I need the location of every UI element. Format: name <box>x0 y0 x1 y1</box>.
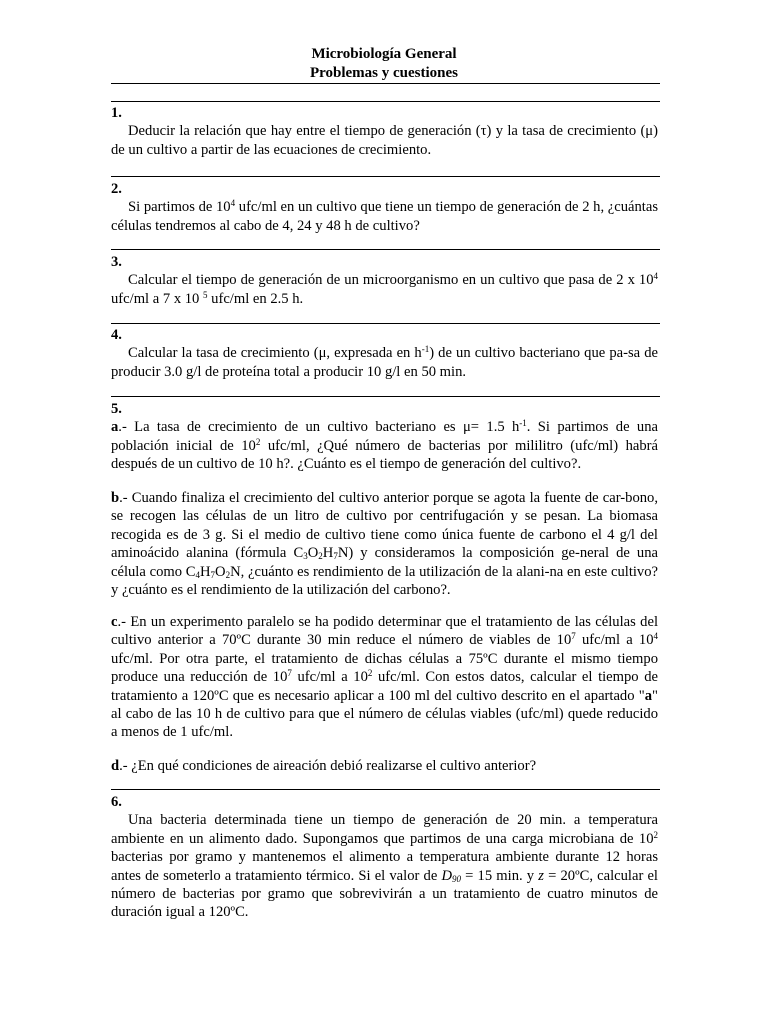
problem-3-text: Calcular el tiempo de generación de un microorganismo en un cultivo que pasa de 2 x $10^4$ ufc/ml a 7 x 10 $^5$ ufc/ml en 2.5 h. <box>111 271 658 307</box>
document-title: Microbiología General <box>311 46 457 62</box>
problem-6-divider <box>111 789 660 790</box>
problem-2 <box>111 180 658 235</box>
problem-4-text: Calcular la tasa de crecimiento (μ, expresada en $h^{-1}$) de un cultivo bacteriano que pa-sa de producir 3.0 g/l de proteína total a producir 10 g/l en 50 min. <box>111 344 658 380</box>
document-header <box>0 45 768 83</box>
problem-3-number: 3. <box>111 254 122 270</box>
problem-5-divider <box>111 396 660 397</box>
problem-5b <box>111 489 658 599</box>
problem-2-divider <box>111 176 660 177</box>
problem-3-divider <box>111 249 660 250</box>
problem-2-text: Si partimos de $10^4$ ufc/ml en un cultivo que tiene un tiempo de generación de 2 h, ¿cuántas células tendremos al cabo de 4, 24 y 48 h de cultivo? <box>111 198 658 234</box>
problem-5c <box>111 613 658 742</box>
problem-5c-text: c.- En un experimento paralelo se ha podido determinar que el tratamiento de las células del cultivo anterior a 70ºC durante 30 min reduce el número de viables de $10^7$ ufc/ml a $10^4$ ufc/ml. Por otra parte, el tratamiento de dichas células a 75ºC durante el mismo tiempo produce una reducción de $10^7$ ufc/ml a $10^2$ ufc/ml. Con estos datos, calcular el tiempo de tratamiento a 120ºC que es necesario aplicar a 100 ml del cultivo descrito en el apartado "a" al cabo de las 10 h de cultivo para que el número de células viables (ufc/ml) quede reducido a menos de 1 ufc/ml. <box>111 614 658 741</box>
problem-4 <box>111 326 658 381</box>
problem-1-divider <box>111 101 660 102</box>
problem-5d-text: d.- ¿En qué condiciones de aireación debió realizarse el cultivo anterior? <box>111 758 537 774</box>
problem-5a-text: a.- La tasa de crecimiento de un cultivo bacteriano es μ= 1.5 $h^{-1}$. Si partimos de una población inicial de $10^2$ ufc/ml, ¿Qué número de bacterias por mililitro (ufc/ml) habrá después de un cultivo de 10 h?. ¿Cuánto es el tiempo de generación del cultivo?. <box>111 418 658 473</box>
problem-5d <box>111 757 658 775</box>
problem-3 <box>111 253 658 308</box>
problem-4-number: 4. <box>111 327 122 343</box>
problem-5b-text: b.- Cuando finaliza el crecimiento del cultivo anterior porque se agota la fuente de car-bono, se recogen las células de un litro de cultivo por centrifugación y se pesan. La biomasa recogida es de 3 g. Si el medio de cultivo tiene como única fuente de carbono el 4 g/l del aminoácido alanina (fórmula $C_3O_2H_7N$) y consideramos la composición ge-neral de una célula como $C_4H_7O_2N$, ¿cuánto es rendimiento de la utilización de la alani-na en este cultivo? y ¿cuánto es el rendimiento de la utilización del carbono?. <box>111 490 658 599</box>
header-divider <box>111 83 660 84</box>
problem-6-number: 6. <box>111 794 122 810</box>
problem-4-divider <box>111 323 660 324</box>
problem-5-number: 5. <box>111 401 122 417</box>
problem-1 <box>111 104 658 159</box>
problem-6-text: Una bacteria determinada tiene un tiempo de generación de 20 min. a temperatura ambiente en un alimento dado. Supongamos que partimos de una carga microbiana de $10^2$ bacterias por gramo y mantenemos el alimento a temperatura ambiente durante 12 horas antes de someterlo a tratamiento térmico. Si el valor de $D_{90} = 15$ min. y z = 20ºC, calcular el número de bacterias por gramo que sobrevivirán a un tratamiento de cuatro minutos de duración igual a 120ºC. <box>111 812 658 921</box>
problem-1-text: Deducir la relación que hay entre el tiempo de generación (τ) y la tasa de crecimiento (μ) de un cultivo a partir de las ecuaciones de crecimiento. <box>111 123 658 158</box>
document-subtitle: Problemas y cuestiones <box>309 65 459 81</box>
problem-6 <box>111 793 658 922</box>
problem-2-number: 2. <box>111 181 122 197</box>
problem-5 <box>111 400 658 474</box>
problem-1-number: 1. <box>111 105 122 121</box>
